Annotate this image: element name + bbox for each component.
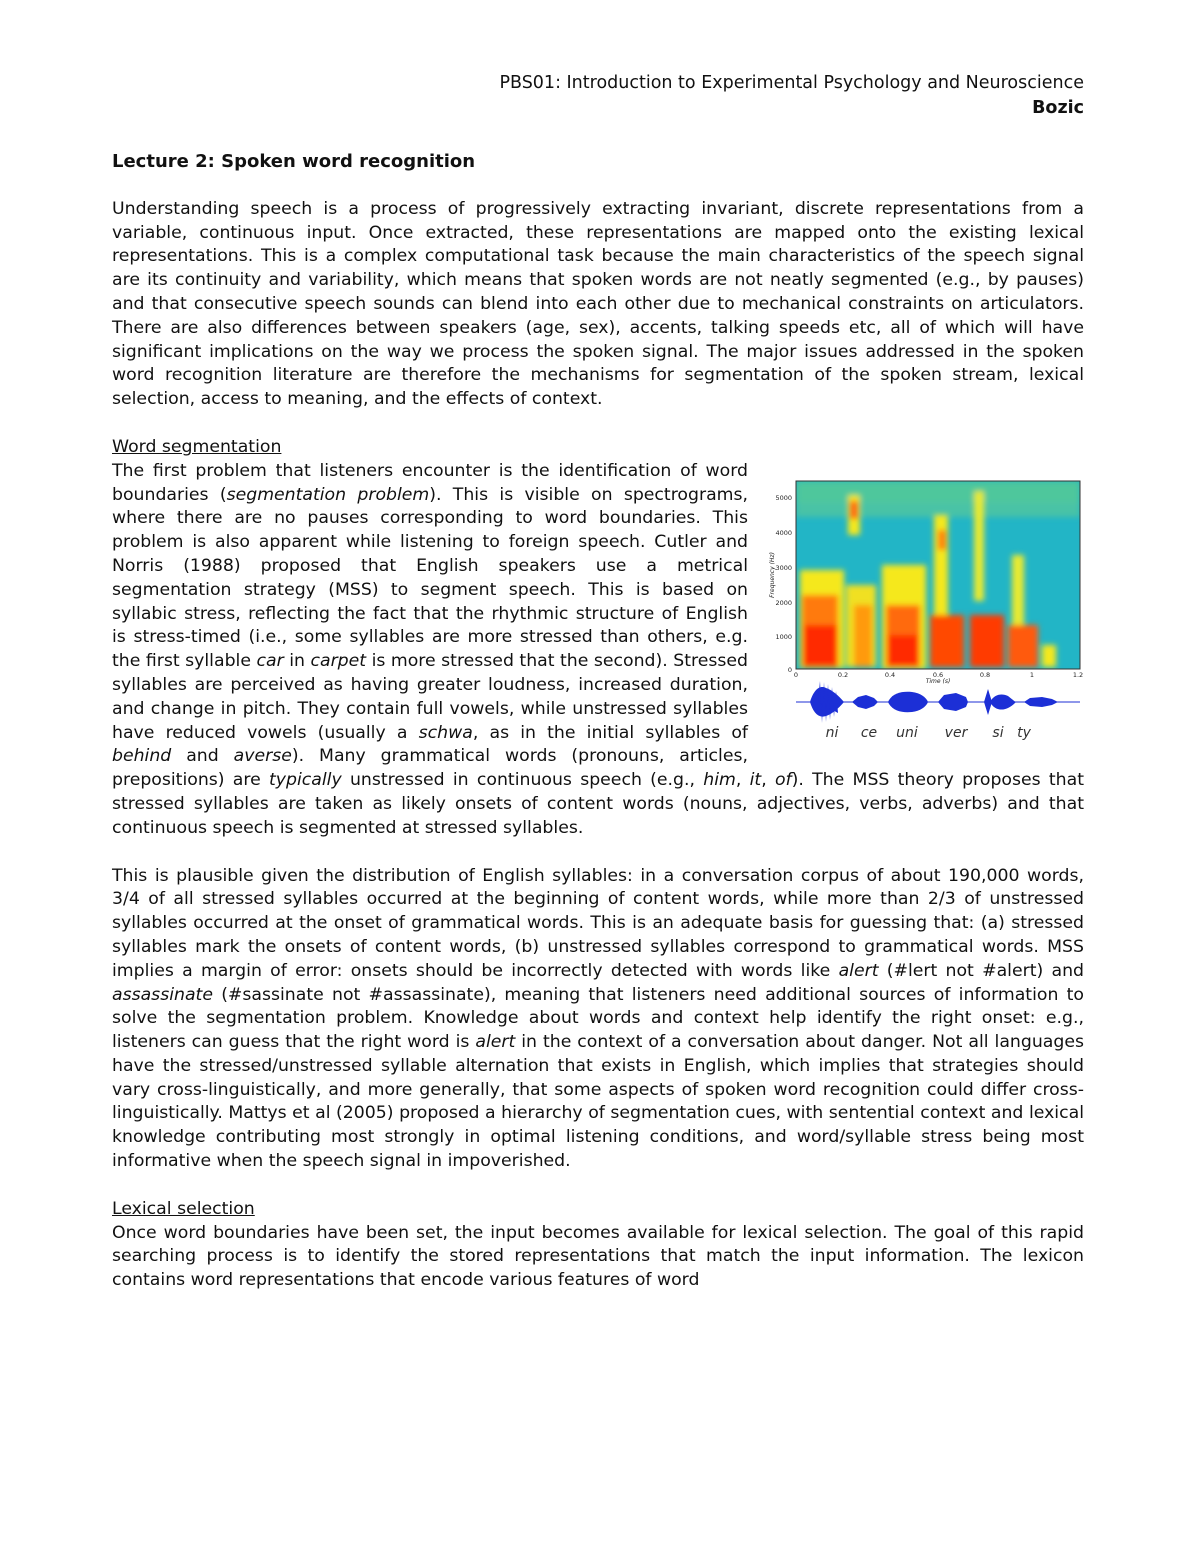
y-tick-0: 0 [787, 665, 792, 674]
syllable-ty: ty [1017, 724, 1031, 741]
syllable-labels [826, 725, 1032, 741]
segmentation-paragraph-1: The first problem that listeners encounter is the identification of word boundaries (segmentation problem). This is visible on spectrograms, where there are no pauses corresponding to word boundaries. This problem is also apparent while listening to foreign speech. Cutler and Norris (1988) proposed that English speakers use a metrical segmentation strategy (MSS) to segment speech. This is based on syllabic stress, reflecting the fact that the rhythmic structure of English is stress-timed (i.e., some syllables are more stressed than others, e.g. the first syllable car in carpet is more stressed that the second). Stressed syllables are perceived as having greater loudness, increased duration, and change in pitch. They contain full vowels, while unstressed syllables have reduced vowels (usually a schwa, as in the initial syllables of behind and averse). Many grammatical words (pronouns, articles, prepositions) are typically unstressed in continuous speech (e.g., him, it, of). The MSS theory proposes that stressed syllables are taken as likely onsets of content words (nouns, adjectives, verbs, adverbs) and that continuous speech is segmented at stressed syllables. [112, 460, 1084, 838]
y-tick-3000: 3000 [775, 563, 792, 572]
spectrogram-figure [762, 475, 1084, 759]
course-title: PBS01: Introduction to Experimental Psychology and Neuroscience [499, 73, 1084, 93]
x-tick-1: 1 [1029, 670, 1035, 679]
document-body [112, 150, 1084, 1293]
y-tick-1000: 1000 [775, 632, 792, 641]
segmentation-paragraph-2: This is plausible given the distribution of English syllables: in a conversation corpus of about 190,000 words, 3/4 of all stressed syllables occurred at the beginning of content words, while more than 2/3 of unstressed syllables occurred at the onset of grammatical words. This is an adequate basis for guessing that: (a) stressed syllables mark the onsets of content words, (b) unstressed syllables correspond to grammatical words. MSS implies a margin of error: onsets should be incorrectly detected with words like alert (#lert not #alert) and assassinate (#sassinate not #assassinate), meaning that listeners need additional sources of information to solve the segmentation problem. Knowledge about words and context help identify the right onset: e.g., listeners can guess that the right word is alert in the context of a conversation about danger. Not all languages have the stressed/unstressed syllable alternation that exists in English, which implies that strategies should vary cross-linguistically, and more generally, that some aspects of spoken word recognition could differ cross-linguistically. Mattys et al (2005) proposed a hierarchy of segmentation cues, with sentential context and lexical knowledge contributing most strongly in optimal listening conditions, and word/syllable stress being most informative when the speech signal in impoverished. [112, 865, 1084, 1172]
page-header [112, 71, 1084, 121]
syllable-si: si [992, 724, 1004, 741]
x-tick-0.8: 0.8 [979, 670, 991, 679]
lecture-title: Lecture 2: Spoken word recognition [112, 151, 476, 172]
x-tick-1.2: 1.2 [1072, 670, 1084, 679]
intro-paragraph: Understanding speech is a process of progressively extracting invariant, discrete representations from a variable, continuous input. Once extracted, these representations are mapped onto the existing lexical representations. This is a complex computational task because the main characteristics of the speech signal are its continuity and variability, which means that spoken words are not neatly segmented (e.g., by pauses) and that consecutive speech sounds can blend into each other due to mechanical constraints on articulators. There are also differences between speakers (age, sex), accents, talking speeds etc, all of which will have significant implications on the way we process the spoken signal. The major issues addressed in the spoken word recognition literature are therefore the mechanisms for segmentation of the spoken stream, lexical selection, access to meaning, and the effects of context. [112, 198, 1084, 410]
syllable-ni: ni [825, 724, 839, 741]
x-axis-label: Time (s) [925, 677, 951, 685]
y-tick-5000: 5000 [775, 493, 792, 502]
x-tick-0: 0 [793, 670, 799, 679]
y-tick-4000: 4000 [775, 528, 792, 537]
x-tick-0.4: 0.4 [884, 670, 896, 679]
syllable-ver: ver [944, 724, 968, 741]
lexical-paragraph-1: Once word boundaries have been set, the input becomes available for lexical selection. The goal of this rapid searching process is to identify the stored representations that match the input information. The lexicon contains word representations that encode various features of word [112, 1222, 1084, 1291]
syllable-uni: uni [896, 724, 918, 741]
y-axis-label: Frequency (Hz) [769, 551, 776, 598]
syllable-ce: ce [860, 724, 878, 741]
author-name: Bozic [1032, 98, 1084, 118]
word-segmentation-heading: Word segmentation [112, 436, 282, 457]
lexical-selection-heading: Lexical selection [112, 1198, 255, 1219]
x-tick-0.6: 0.6 [932, 670, 944, 679]
spectrogram-svg [762, 475, 1084, 759]
x-tick-0.2: 0.2 [837, 670, 849, 679]
y-tick-2000: 2000 [775, 598, 792, 607]
y-tick-labels [775, 494, 792, 674]
